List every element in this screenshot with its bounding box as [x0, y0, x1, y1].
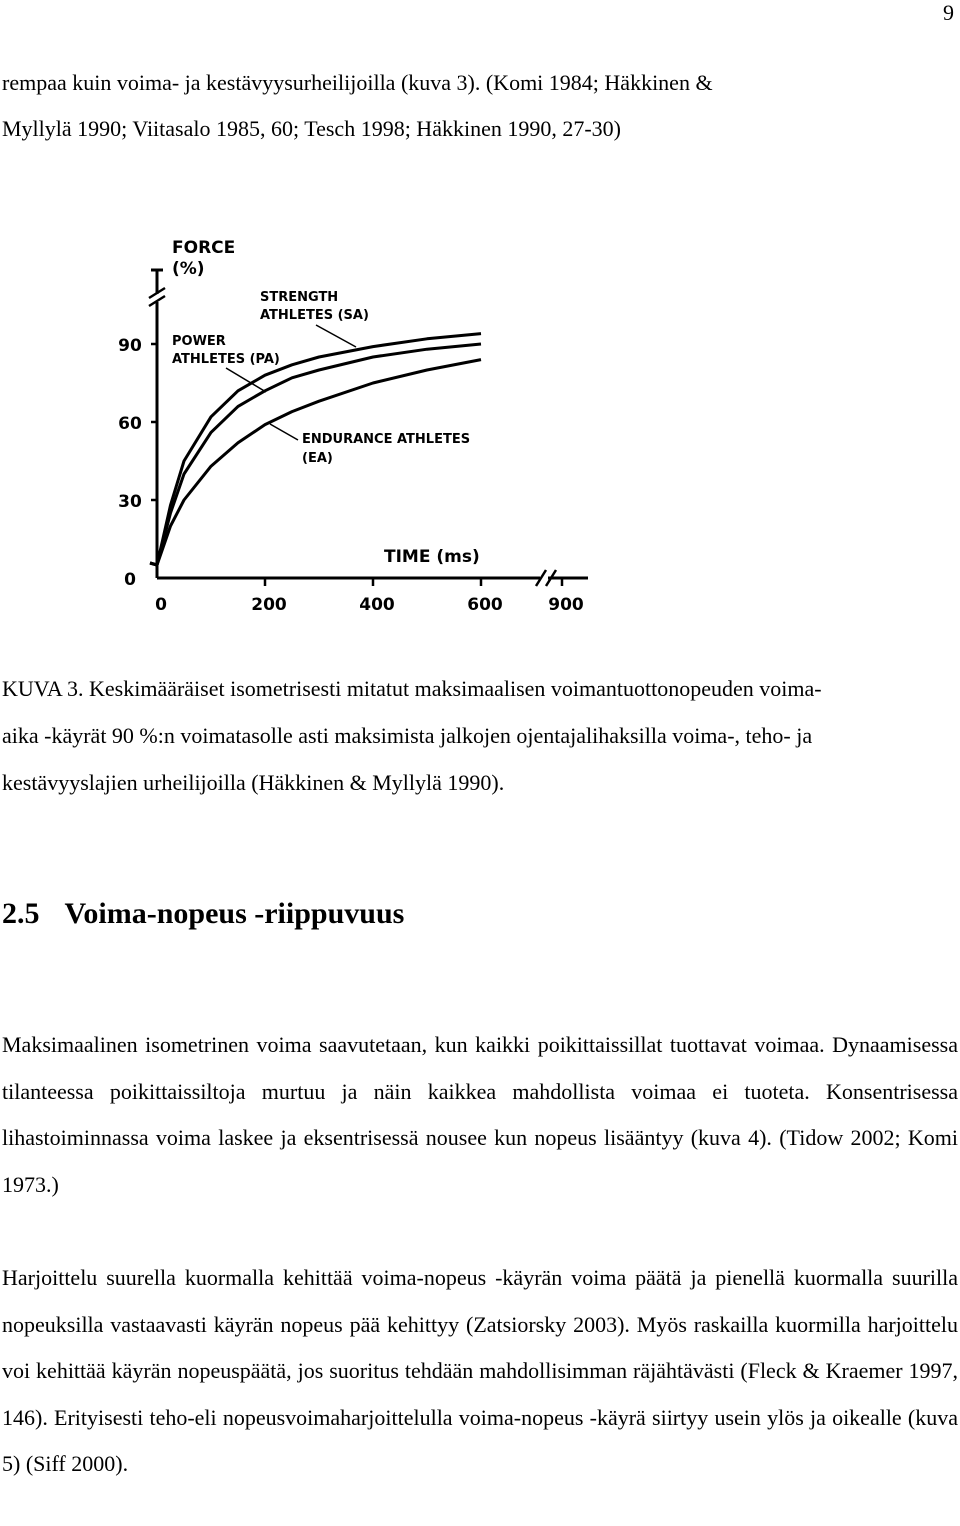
chart-ticks — [118, 336, 584, 615]
x-tick-label: 600 — [467, 595, 503, 615]
label-endurance-1: ENDURANCE ATHLETES — [302, 432, 471, 447]
x-tick-label: 900 — [548, 595, 584, 615]
caption-line-1: KUVA 3. Keskimääräiset isometrisesti mitatut maksimaalisen voimantuottonopeuden voima- — [2, 676, 822, 701]
x-tick-label: 400 — [359, 595, 395, 615]
label-power-2: ATHLETES (PA) — [172, 352, 280, 367]
y-tick-label: 60 — [118, 414, 142, 434]
label-strength-1: STRENGTH — [260, 290, 339, 305]
page-number: 9 — [943, 0, 954, 25]
section-number: 2.5 — [2, 897, 40, 930]
x-tick-label: 200 — [251, 595, 287, 615]
y-axis-unit: (%) — [172, 259, 205, 279]
label-endurance-2: (EA) — [302, 451, 333, 466]
force-time-chart — [110, 228, 730, 628]
paragraph-2: Harjoittelu suurella kuormalla kehittää voima-nopeus -käyrän voima päätä ja pienellä kuormalla suurilla nopeuksilla vastaavasti käyrän nopeus pää kehittyy (Zatsiorsky 2003). Myös raskailla kuormilla harjoittelu voi kehittää käyrän nopeuspäätä, jos suoritus tehdään mahdollisimman räjähtävästi (Fleck & Kraemer 1997, 146). Erityisesti teho-eli nopeusvoimaharjoittelulla voima-nopeus -käyrä siirtyy usein ylös ja oikealle (kuva 5) (Siff 2000). — [2, 1265, 958, 1476]
intro-line-2: Myllylä 1990; Viitasalo 1985, 60; Tesch 1998; Häkkinen 1990, 27-30) — [2, 116, 621, 141]
y-tick-label: 0 — [124, 570, 136, 590]
leader-strength — [316, 325, 356, 347]
chart-labels — [172, 238, 480, 567]
y-axis-title: FORCE — [172, 238, 236, 258]
x-axis-title: TIME (ms) — [384, 547, 480, 567]
y-tick-label: 90 — [118, 336, 142, 356]
chart-curves — [150, 334, 481, 565]
leader-power — [226, 368, 266, 392]
section-title: Voima-nopeus -riippuvuus — [64, 897, 405, 930]
leader-endurance — [270, 424, 298, 440]
label-strength-2: ATHLETES (SA) — [260, 308, 369, 323]
section-heading — [2, 897, 404, 931]
paragraph-1: Maksimaalinen isometrinen voima saavutetaan, kun kaikki poikittaissillat tuottavat voimaa. Dynaamisessa tilanteessa poikittaissiltoja murtuu ja näin kaikkea mahdollista voimaa ei tuoteta. Konsentrisessa lihastoiminnassa voima laskee ja eksentrisessä nousee kun nopeus lisääntyy (kuva 4). (Tidow 2002; Komi 1973.) — [2, 1032, 958, 1197]
y-tick-label: 30 — [118, 492, 142, 512]
label-power-1: POWER — [172, 334, 226, 349]
x-tick-label: 0 — [155, 595, 167, 615]
caption-line-2: aika -käyrät 90 %:n voimatasolle asti maksimista jalkojen ojentajalihaksilla voima-, teho- ja — [2, 723, 813, 748]
caption-line-3: kestävyyslajien urheilijoilla (Häkkinen & Myllylä 1990). — [2, 770, 505, 795]
intro-line-1: rempaa kuin voima- ja kestävyysurheilijoilla (kuva 3). (Komi 1984; Häkkinen & — [2, 70, 713, 95]
